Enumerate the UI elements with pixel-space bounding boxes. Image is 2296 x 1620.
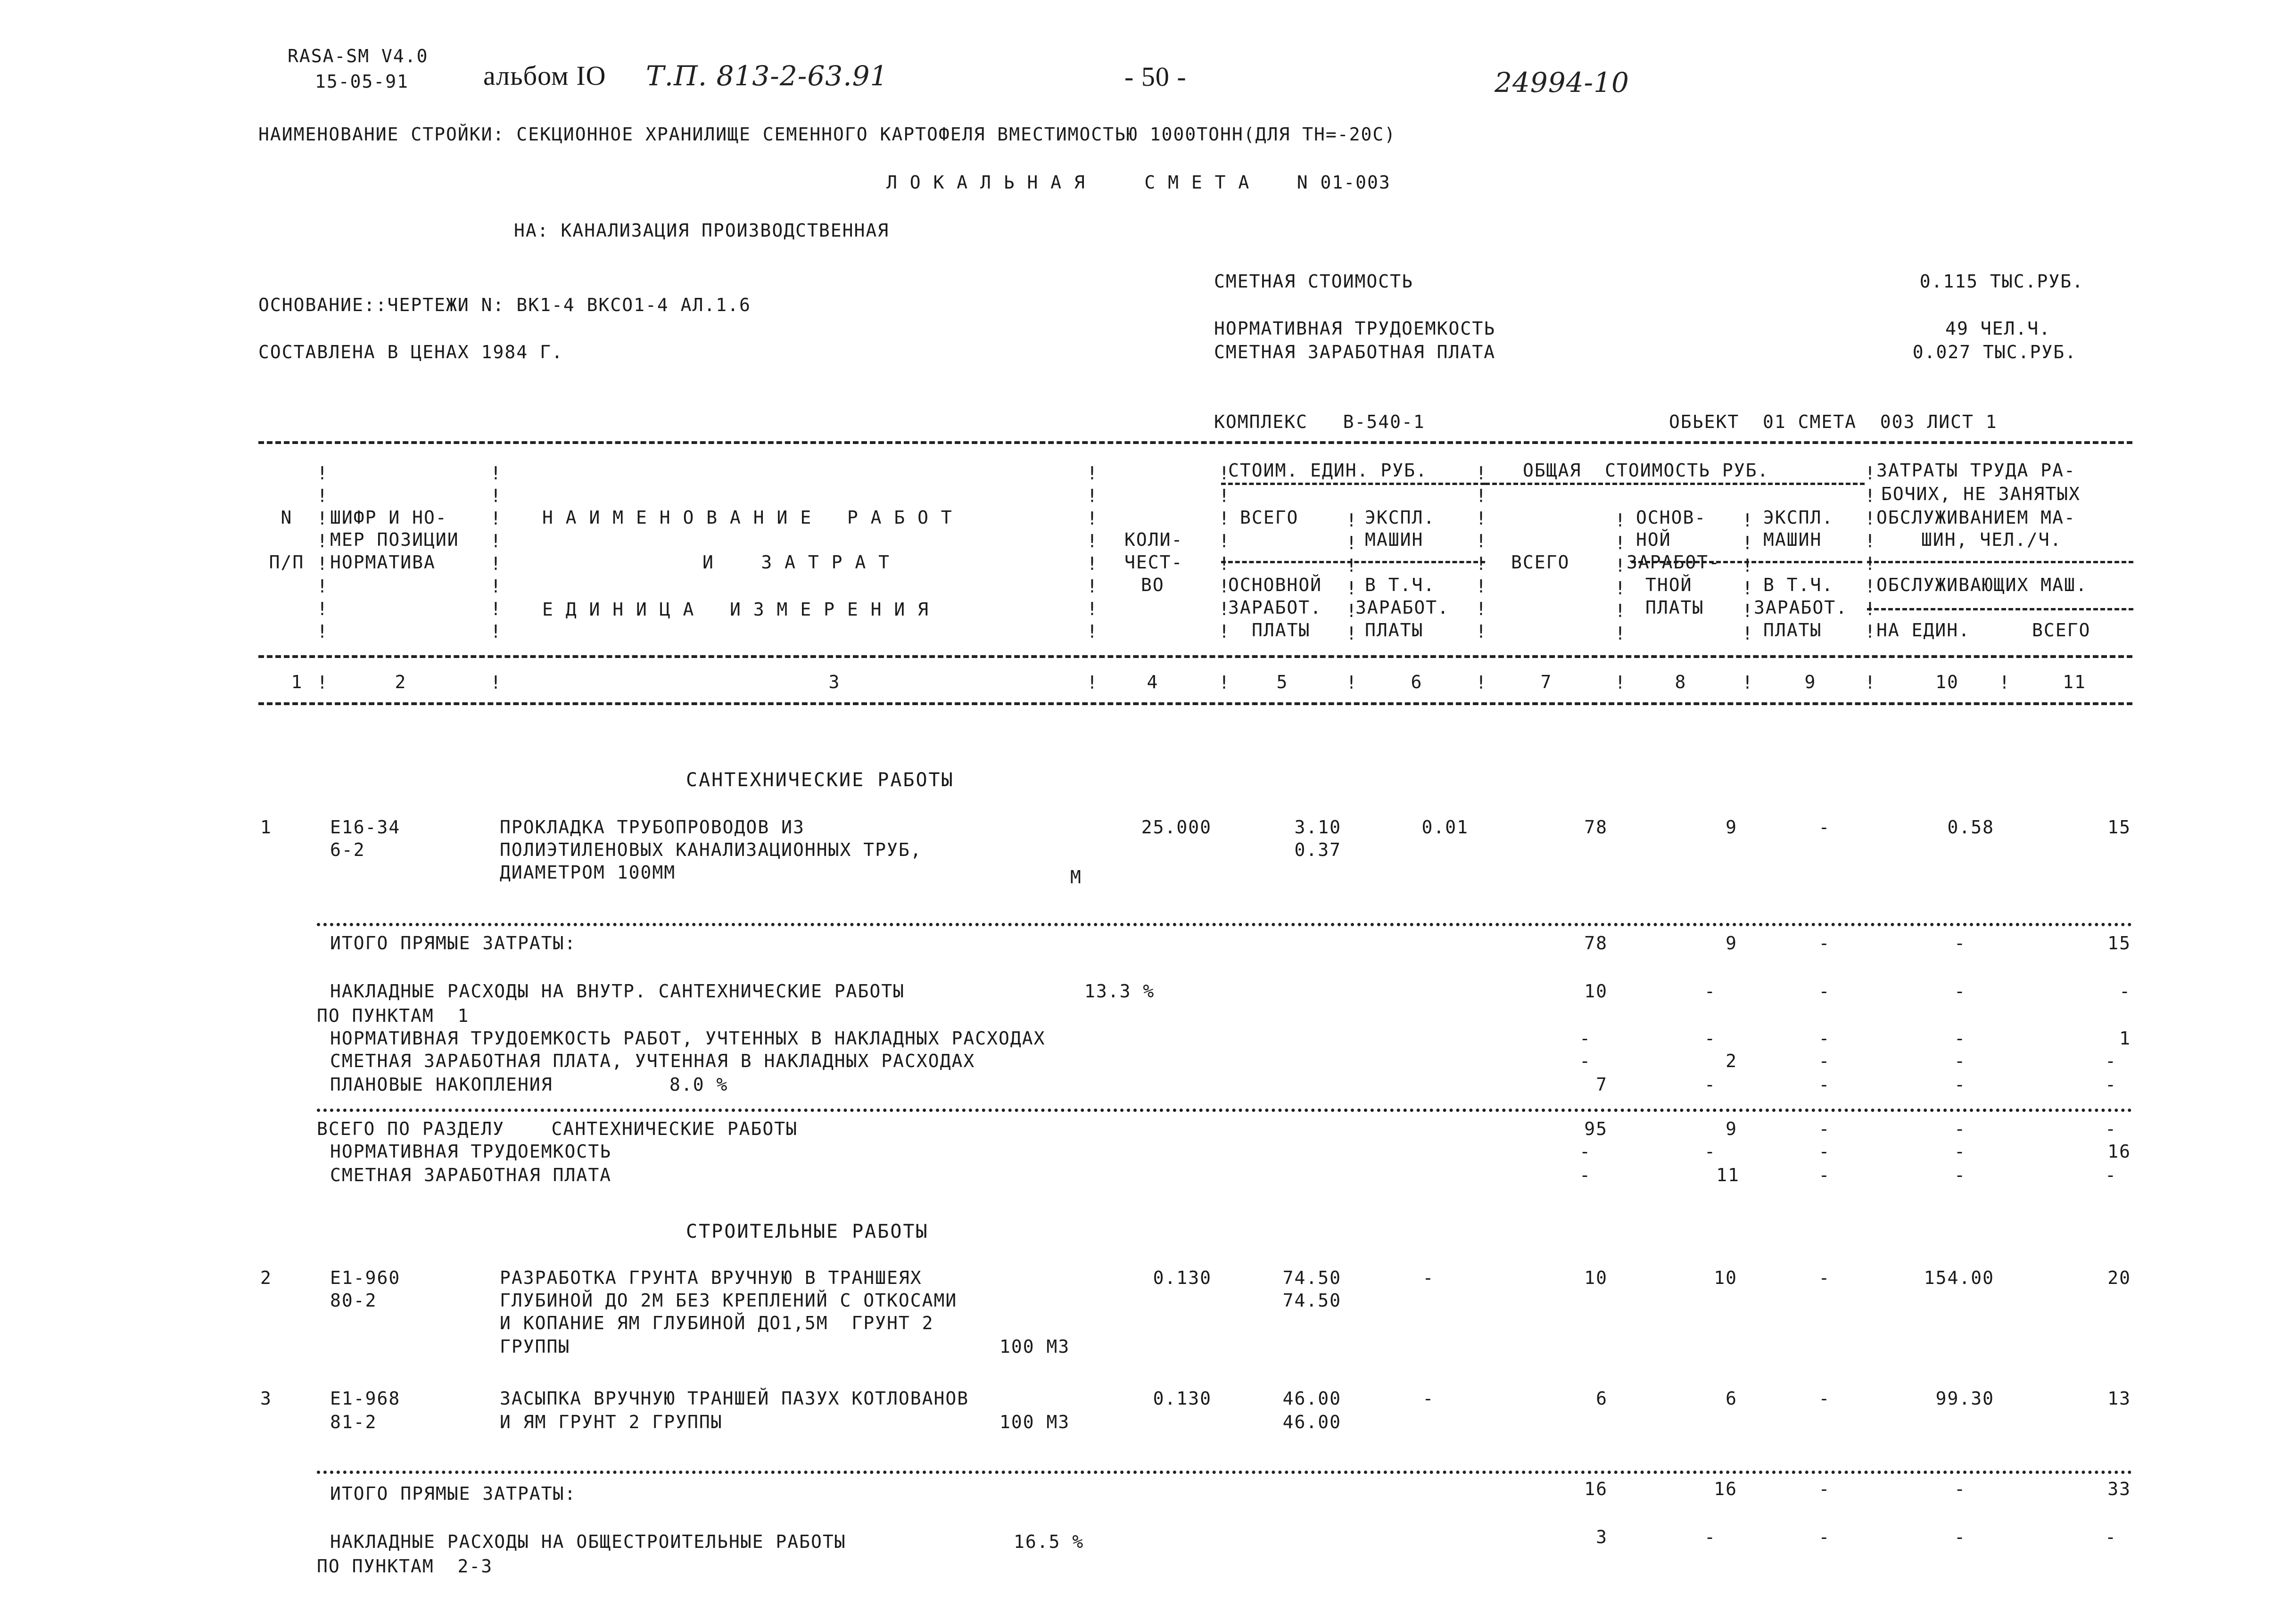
labor-label-1: ЗАТРАТЫ ТРУДА РА-	[1876, 460, 2076, 481]
wage-in-overhead-c7: -	[1579, 1051, 1591, 1071]
section-total-c7: 95	[1584, 1118, 1608, 1139]
estimate-basis: ОСНОВАНИЕ::ЧЕРТЕЖИ N: ВК1-4 ВКСО1-4 АЛ.1.6	[258, 295, 751, 315]
section-total-wage-c10: -	[1954, 1165, 1966, 1185]
col-number-5: 5	[1276, 672, 1288, 692]
overhead-items: ПО ПУНКТАМ 1	[317, 1005, 470, 1026]
labor-label-2: БОЧИХ, НЕ ЗАНЯТЫХ	[1881, 484, 2081, 504]
labor-in-overhead-label: НОРМАТИВНАЯ ТРУДОЕМКОСТЬ РАБОТ, УЧТЕННЫХ В НАКЛАДНЫХ РАСХОДАХ	[330, 1028, 1046, 1049]
section-total-wage-c11: -	[2105, 1165, 2117, 1185]
row-number: 2	[260, 1267, 272, 1288]
row-c10: 0.58	[1947, 817, 1994, 838]
section-total-label: ВСЕГО ПО РАЗДЕЛУ САНТЕХНИЧЕСКИЕ РАБОТЫ	[317, 1118, 798, 1139]
row-number: 3	[260, 1388, 272, 1409]
labor-label: НОРМАТИВНАЯ ТРУДОЕМКОСТЬ	[1214, 318, 1496, 339]
row-code-2: 81-2	[330, 1412, 377, 1432]
col8-label-5: ПЛАТЫ	[1645, 597, 1704, 618]
col9-label-4: ЗАРАБОТ.	[1754, 597, 1848, 618]
col-name-label-1: Н А И М Е Н О В А Н И Е Р А Б О Т	[542, 507, 953, 528]
labor-subrule-2	[1867, 608, 2133, 610]
section-total-c8: 9	[1726, 1118, 1737, 1139]
table-top-rule	[258, 441, 2132, 444]
col8-label-1: ОСНОВ-	[1636, 507, 1707, 528]
overhead-c8: -	[1704, 981, 1716, 1002]
col-sep-1: ! ! ! ! ! ! ! !	[317, 463, 328, 642]
col-number-10: 10	[1935, 672, 1959, 692]
direct2-c8: 16	[1714, 1479, 1737, 1499]
row-c6: -	[1422, 1388, 1435, 1409]
numbers-sep-8: !	[1742, 672, 1753, 693]
direct-c8: 9	[1726, 933, 1737, 954]
construction-name: НАИМЕНОВАНИЕ СТРОЙКИ: СЕКЦИОННОЕ ХРАНИЛИЩЕ СЕМЕННОГО КАРТОФЕЛЯ ВМЕСТИМОСТЬЮ 1000ТОНН(ДЛЯ ТН=-20С)	[258, 124, 1396, 145]
object-sheet-label: ОБЬЕКТ 01 СМЕТА 003 ЛИСТ 1	[1669, 411, 1998, 432]
overhead2-c9: -	[1818, 1527, 1831, 1547]
overhead-label: НАКЛАДНЫЕ РАСХОДЫ НА ВНУТР. САНТЕХНИЧЕСКИЕ РАБОТЫ	[330, 981, 905, 1002]
overhead-c11: -	[2119, 981, 2131, 1002]
col11-label: ВСЕГО	[2032, 620, 2091, 641]
direct-c9: -	[1818, 933, 1831, 954]
row-qty: 25.000	[1141, 817, 1212, 838]
section-total-wage-c9: -	[1818, 1165, 1831, 1185]
wage-in-overhead-c8: 2	[1726, 1051, 1737, 1071]
savings-c7: 7	[1596, 1074, 1608, 1095]
direct2-c10: -	[1954, 1479, 1966, 1499]
complex-label: КОМПЛЕКС В-540-1	[1214, 411, 1425, 432]
col9-label-1: ЭКСПЛ.	[1763, 507, 1834, 528]
col-name-label-2: И З А Т Р А Т	[702, 552, 891, 573]
section-total-wage-label: СМЕТНАЯ ЗАРАБОТНАЯ ПЛАТА	[330, 1165, 612, 1185]
row-c5-total: 74.50	[1282, 1267, 1341, 1288]
col9-label-3: В Т.Ч.	[1763, 575, 1834, 595]
numbers-sep-6: !	[1476, 672, 1487, 693]
row-c5-wage: 0.37	[1294, 839, 1341, 860]
labor-in-overhead-c8: -	[1704, 1028, 1716, 1049]
row-qty: 0.130	[1153, 1388, 1212, 1409]
row-c9: -	[1818, 817, 1831, 838]
price-level: СОСТАВЛЕНА В ЦЕНАХ 1984 Г.	[258, 342, 563, 362]
overhead2-c8: -	[1704, 1527, 1716, 1547]
row-unit: М	[1070, 867, 1082, 888]
col6-label-2: МАШИН	[1365, 529, 1424, 550]
row-number: 1	[260, 817, 272, 838]
labor-label-4: ШИН, ЧЕЛ./Ч.	[1921, 529, 2062, 550]
row-c10: 154.00	[1924, 1267, 1994, 1288]
row-name-1: ЗАСЫПКА ВРУЧНУЮ ТРАНШЕЙ ПАЗУХ КОТЛОВАНОВ	[500, 1388, 969, 1409]
wage-in-overhead-c11: -	[2105, 1051, 2117, 1071]
direct-c10: -	[1954, 933, 1966, 954]
overhead2-rate: 16.5 %	[1014, 1531, 1084, 1552]
row-c11: 15	[2107, 817, 2131, 838]
col-qty-label-2: ЧЕСТ-	[1124, 552, 1183, 573]
page-number: - 50 -	[1124, 61, 1187, 92]
document-code: 24994-10	[1495, 66, 1629, 99]
col-sep-8: ! ! ! ! ! !	[1742, 510, 1753, 644]
row-code-2: 6-2	[330, 839, 365, 860]
overhead-c9: -	[1818, 981, 1831, 1002]
col-sep-9: ! ! ! ! ! ! ! !	[1865, 463, 1875, 642]
labor-in-overhead-c10: -	[1954, 1028, 1966, 1049]
numbers-sep-4: !	[1219, 672, 1230, 693]
col-number-7: 7	[1540, 672, 1553, 692]
col-n-label: N	[281, 507, 293, 528]
overhead2-c7: 3	[1596, 1527, 1608, 1547]
labor-in-overhead-c7: -	[1579, 1028, 1591, 1049]
row-code-1: Е16-34	[330, 817, 401, 838]
col5-label-2: ОСНОВНОЙ	[1228, 575, 1322, 595]
section-title-construction: СТРОИТЕЛЬНЫЕ РАБОТЫ	[686, 1221, 929, 1242]
wage-value: 0.027 ТЫС.РУБ.	[1912, 342, 2077, 362]
col8-label-2: НОЙ	[1636, 529, 1671, 550]
col9-label-5: ПЛАТЫ	[1763, 620, 1822, 641]
wage-in-overhead-label: СМЕТНАЯ ЗАРАБОТНАЯ ПЛАТА, УЧТЕННАЯ В НАКЛАДНЫХ РАСХОДАХ	[330, 1051, 975, 1071]
direct2-c11: 33	[2107, 1479, 2131, 1499]
col5-label-3: ЗАРАБОТ.	[1228, 597, 1322, 618]
section-total-labor-c11: 16	[2107, 1141, 2131, 1162]
col-number-6: 6	[1411, 672, 1423, 692]
labor-subrule	[1867, 561, 2133, 563]
numbers-sep-7: !	[1615, 672, 1626, 693]
section-total-labor-c8: -	[1704, 1141, 1716, 1162]
row-code-1: Е1-960	[330, 1267, 401, 1288]
row-c7: 6	[1596, 1388, 1608, 1409]
overhead2-c10: -	[1954, 1527, 1966, 1547]
row-c8: 10	[1714, 1267, 1737, 1288]
row-name-2: ГЛУБИНОЙ ДО 2М БЕЗ КРЕПЛЕНИЙ С ОТКОСАМИ	[500, 1290, 958, 1311]
section-total-labor-c10: -	[1954, 1141, 1966, 1162]
col-number-4: 4	[1147, 672, 1159, 692]
estimated-cost-label: СМЕТНАЯ СТОИМОСТЬ	[1214, 271, 1413, 292]
row-name-4: ГРУППЫ	[500, 1336, 570, 1357]
col-number-9: 9	[1804, 672, 1817, 692]
wage-in-overhead-c9: -	[1818, 1051, 1831, 1071]
row-code-1: Е1-968	[330, 1388, 401, 1409]
row-unit: 100 М3	[999, 1412, 1070, 1432]
planned-savings-label: ПЛАНОВЫЕ НАКОПЛЕНИЯ	[330, 1074, 553, 1095]
unit-cost-label: СТОИМ. ЕДИН. РУБ.	[1228, 460, 1428, 481]
row-name-3: И КОПАНИЕ ЯМ ГЛУБИНОЙ ДО1,5М ГРУНТ 2	[500, 1313, 934, 1333]
col-sep-5: ! ! ! ! ! !	[1346, 510, 1357, 644]
numbers-sep-2: !	[490, 672, 501, 693]
savings-c11: -	[2105, 1074, 2117, 1095]
col10-label: НА ЕДИН.	[1876, 620, 1971, 641]
subtotal-dotted-rule	[317, 923, 2132, 926]
print-date: 15-05-91	[315, 71, 409, 92]
overhead2-label: НАКЛАДНЫЕ РАСХОДЫ НА ОБЩЕСТРОИТЕЛЬНЫЕ РАБОТЫ	[330, 1531, 846, 1552]
col-qty-label-3: ВО	[1141, 575, 1165, 595]
total-cost-subrule	[1485, 483, 1865, 485]
col-sep-6: ! ! ! ! ! ! ! !	[1476, 463, 1487, 642]
row-c9: -	[1818, 1388, 1831, 1409]
row-c7: 78	[1584, 817, 1608, 838]
savings-c9: -	[1818, 1074, 1831, 1095]
total-cost-label: ОБЩАЯ СТОИМОСТЬ РУБ.	[1523, 460, 1769, 481]
col6-label-1: ЭКСПЛ.	[1365, 507, 1436, 528]
row-unit: 100 М3	[999, 1336, 1070, 1357]
savings-c8: -	[1704, 1074, 1716, 1095]
section-total-wage-c7: -	[1579, 1165, 1591, 1185]
estimate-subject: НА: КАНАЛИЗАЦИЯ ПРОИЗВОДСТВЕННАЯ	[514, 220, 890, 241]
numbers-bottom-rule	[258, 702, 2132, 705]
row-c11: 13	[2107, 1388, 2131, 1409]
section-total-labor-c9: -	[1818, 1141, 1831, 1162]
overhead-c10: -	[1954, 981, 1966, 1002]
col8-label-3: ЗАРАБОТ-	[1627, 552, 1721, 573]
col-name-label-3: Е Д И Н И Ц А И З М Е Р Е Н И Я	[542, 599, 929, 620]
col6-label-3: В Т.Ч.	[1365, 575, 1436, 595]
overhead2-c11: -	[2105, 1527, 2117, 1547]
estimated-cost-value: 0.115 ТЫС.РУБ.	[1919, 271, 2084, 292]
row-c5-total: 46.00	[1282, 1388, 1341, 1409]
numbers-sep-10: !	[1999, 672, 2010, 693]
row-c6: -	[1422, 1267, 1435, 1288]
labor-label-3: ОБСЛУЖИВАНИЕМ МА-	[1876, 507, 2076, 528]
labor-machines-label: ОБСЛУЖИВАЮЩИХ МАШ.	[1876, 575, 2088, 595]
row-c5-total: 3.10	[1294, 817, 1341, 838]
col-sep-4: ! ! ! ! ! ! ! !	[1219, 463, 1230, 642]
col9-label-2: МАШИН	[1763, 529, 1822, 550]
col6-label-4: ЗАРАБОТ.	[1355, 597, 1450, 618]
col-n-label-2: П/П	[269, 552, 305, 573]
section-total-c9: -	[1818, 1118, 1831, 1139]
unit-cost-subrule	[1221, 483, 1485, 485]
direct-costs-label-2: ИТОГО ПРЯМЫЕ ЗАТРАТЫ:	[330, 1483, 577, 1504]
col-code-label-1: ШИФР И НО-	[330, 507, 447, 528]
col-number-8: 8	[1675, 672, 1687, 692]
col7-label: ВСЕГО	[1511, 552, 1570, 573]
section-total-labor-label: НОРМАТИВНАЯ ТРУДОЕМКОСТЬ	[330, 1141, 612, 1162]
direct-costs-label: ИТОГО ПРЯМЫЕ ЗАТРАТЫ:	[330, 933, 577, 954]
col-number-11: 11	[2063, 672, 2086, 692]
direct-c11: 15	[2107, 933, 2131, 954]
typical-project-number: Т.П. 813-2-63.91	[646, 60, 888, 92]
row-c9: -	[1818, 1267, 1831, 1288]
col-number-1: 1	[291, 672, 303, 692]
numbers-sep-9: !	[1865, 672, 1875, 693]
program-version: RASA-SM V4.0	[288, 46, 429, 66]
col-number-2: 2	[395, 672, 407, 692]
row-qty: 0.130	[1153, 1267, 1212, 1288]
overhead-c7: 10	[1584, 981, 1608, 1002]
overhead-rate: 13.3 %	[1084, 981, 1155, 1002]
section-total-labor-c7: -	[1579, 1141, 1591, 1162]
row-c5-wage: 74.50	[1282, 1290, 1341, 1311]
section-title-plumbing: САНТЕХНИЧЕСКИЕ РАБОТЫ	[686, 769, 954, 791]
row-name-3: ДИАМЕТРОМ 100ММ	[500, 862, 676, 883]
planned-savings-rate: 8.0 %	[669, 1074, 728, 1095]
overhead2-items: ПО ПУНКТАМ 2-3	[317, 1556, 493, 1577]
header-bottom-rule	[258, 655, 2132, 658]
savings-c10: -	[1954, 1074, 1966, 1095]
col-qty-label-1: КОЛИ-	[1124, 529, 1183, 550]
wage-in-overhead-c10: -	[1954, 1051, 1966, 1071]
col-sep-7: ! ! ! ! ! !	[1615, 510, 1626, 644]
row-c5-wage: 46.00	[1282, 1412, 1341, 1432]
document-title: Л О К А Л Ь Н А Я С М Е Т А N 01-003	[886, 172, 1391, 193]
direct2-c7: 16	[1584, 1479, 1608, 1499]
col-sep-2: ! ! ! ! ! ! ! !	[490, 463, 501, 642]
row-c8: 9	[1726, 817, 1737, 838]
subtotal-dotted-rule-2	[317, 1471, 2132, 1474]
row-name-1: ПРОКЛАДКА ТРУБОПРОВОДОВ ИЗ	[500, 817, 805, 838]
wage-label: СМЕТНАЯ ЗАРАБОТНАЯ ПЛАТА	[1214, 342, 1496, 362]
col-number-3: 3	[828, 672, 841, 692]
col-code-label-2: МЕР ПОЗИЦИИ	[330, 529, 459, 550]
direct-c7: 78	[1584, 933, 1608, 954]
section-total-wage-c8: 11	[1716, 1165, 1740, 1185]
row-c10: 99.30	[1935, 1388, 1994, 1409]
row-code-2: 80-2	[330, 1290, 377, 1311]
row-name-2: ПОЛИЭТИЛЕНОВЫХ КАНАЛИЗАЦИОННЫХ ТРУБ,	[500, 839, 922, 860]
row-c7: 10	[1584, 1267, 1608, 1288]
col-code-label-3: НОРМАТИВА	[330, 552, 436, 573]
direct2-c9: -	[1818, 1479, 1831, 1499]
labor-in-overhead-c11: 1	[2119, 1028, 2131, 1049]
row-name-2: И ЯМ ГРУНТ 2 ГРУППЫ	[500, 1412, 723, 1432]
row-c8: 6	[1726, 1388, 1737, 1409]
album-label: альбом IO	[483, 60, 606, 91]
col5-label-1: ВСЕГО	[1240, 507, 1299, 528]
col8-label-4: ТНОЙ	[1645, 575, 1693, 595]
col-sep-3: ! ! ! ! ! ! ! !	[1087, 463, 1098, 642]
labor-value: 49 ЧЕЛ.Ч.	[1945, 318, 2051, 339]
col6-label-5: ПЛАТЫ	[1365, 620, 1424, 641]
section-total-dotted-rule	[317, 1109, 2132, 1112]
col5-label-4: ПЛАТЫ	[1252, 620, 1311, 641]
labor-in-overhead-c9: -	[1818, 1028, 1831, 1049]
numbers-sep-3: !	[1087, 672, 1098, 693]
row-c11: 20	[2107, 1267, 2131, 1288]
numbers-separators: !	[317, 672, 328, 693]
row-name-1: РАЗРАБОТКА ГРУНТА ВРУЧНУЮ В ТРАНШЕЯХ	[500, 1267, 922, 1288]
section-total-c11: -	[2105, 1118, 2117, 1139]
row-c6: 0.01	[1421, 817, 1469, 838]
numbers-sep-5: !	[1346, 672, 1357, 693]
section-total-c10: -	[1954, 1118, 1966, 1139]
